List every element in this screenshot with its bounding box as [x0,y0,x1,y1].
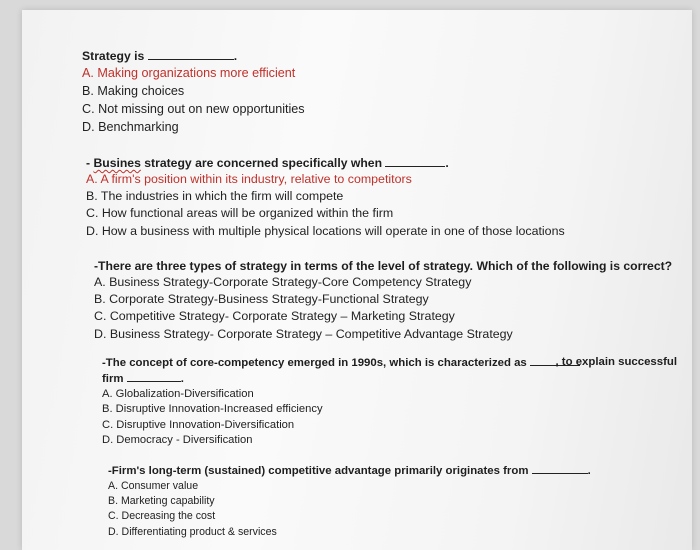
question-3 [94,259,672,343]
question-1-option-b: B. Making choices [82,84,185,98]
question-2 [86,156,565,240]
question-4-option-d: D. Democracy - Diversification [102,434,253,447]
question-2-option-d: D. How a business with multiple physical locations will operate in one of those locations [86,223,565,238]
question-2-label: strategy are concerned specifically when [140,156,383,170]
question-2-text: - Busines strategy are concerned specifically when . [86,156,449,170]
question-5-option-b: B. Marketing capability [108,495,215,508]
question-3-text: -There are three types of strategy in terms of the level of strategy. Which of the following is correct? [94,259,673,273]
answer-blank [532,463,588,474]
question-2-option-a: A. A firm's position within its industry, relative to competitors [86,172,412,186]
question-4-option-a: A. Globalization-Diversification [102,388,254,400]
question-1-option-a: A. Making organizations more efficient [82,66,296,80]
question-1-text: Strategy is . [82,49,238,63]
question-4 [102,355,677,449]
question-4-label-end: , to explain successful [555,356,677,368]
question-3-option-d: D. Business Strategy- Corporate Strategy – Competitive Advantage Strategy [94,326,513,341]
answer-blank [148,49,234,60]
question-4-option-c: C. Disruptive Innovation-Diversification [102,418,295,431]
question-1 [82,49,305,136]
question-3-option-b: B. Corporate Strategy-Business Strategy-Functional Strategy [94,292,429,307]
answer-blank [127,371,181,382]
question-4-label-firm: firm [102,373,124,385]
question-5-label: -Firm's long-term (sustained) competitive advantage primarily originates from [108,465,529,477]
question-4-option-b: B. Disruptive Innovation-Increased efficiency [102,403,323,416]
question-5-option-d: D. Differentiating product & services [108,525,277,538]
question-5 [108,463,591,540]
question-2-option-b: B. The industries in which the firm will compete [86,189,344,204]
misspelled-word: Busines [93,156,141,170]
question-3-option-c: C. Competitive Strategy- Corporate Strategy – Marketing Strategy [94,309,455,324]
question-2-prefix: - [86,156,94,170]
question-5-option-c: C. Decreasing the cost [108,510,216,523]
question-2-option-c: C. How functional areas will be organized within the firm [86,206,394,221]
question-4-label: -The concept of core-competency emerged in 1990s, which is characterized as [102,357,527,369]
question-5-text: -Firm's long-term (sustained) competitive advantage primarily originates from . [108,465,591,477]
question-1-option-d: D. Benchmarking [82,120,179,134]
question-5-option-a: A. Consumer value [108,480,199,492]
question-4-text: -The concept of core-competency emerged in 1990s, which is characterized as , to explain successful firm . [102,356,677,385]
question-1-label: Strategy is [82,49,145,63]
question-3-option-a: A. Business Strategy-Corporate Strategy-Core Competency Strategy [94,275,472,289]
answer-blank [385,156,445,167]
question-1-option-c: C. Not missing out on new opportunities [82,102,305,116]
